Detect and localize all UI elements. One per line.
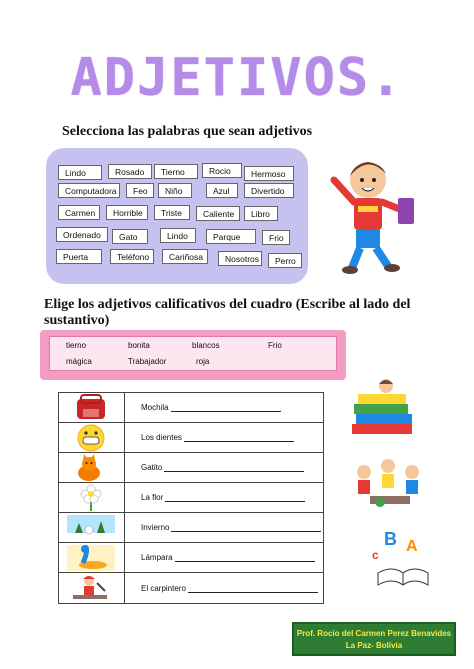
word-option[interactable]: Ordenado <box>56 227 108 242</box>
noun-cell <box>141 483 305 512</box>
adjective-word: blancos <box>192 341 220 350</box>
word-option[interactable]: Carmen <box>58 205 100 220</box>
noun-label: Los dientes <box>141 433 182 442</box>
word-option[interactable]: Niño <box>158 183 192 198</box>
answer-line[interactable] <box>171 523 321 532</box>
table-row <box>59 423 323 453</box>
word-option[interactable]: Cariñosa <box>162 249 208 264</box>
table-row <box>59 543 323 573</box>
cat-icon <box>59 453 125 482</box>
answer-line[interactable] <box>184 433 294 442</box>
word-option[interactable]: Azul <box>206 183 238 198</box>
word-option[interactable]: Gato <box>112 229 148 244</box>
svg-text:A: A <box>406 538 418 555</box>
noun-label: Mochila <box>141 403 169 412</box>
abc-book-icon <box>370 525 436 589</box>
noun-cell <box>141 453 304 482</box>
noun-table <box>58 392 324 604</box>
word-option[interactable]: Lindo <box>160 228 196 243</box>
noun-label: Lámpara <box>141 553 173 562</box>
table-row <box>59 453 323 483</box>
word-option[interactable]: Horrible <box>106 205 148 220</box>
kids-group-icon <box>350 452 434 514</box>
instruction-select: Selecciona las palabras que sean adjetivos <box>62 124 313 139</box>
boy-with-book-icon <box>322 150 422 280</box>
svg-text:B: B <box>384 529 397 549</box>
answer-line[interactable] <box>165 493 305 502</box>
word-option[interactable]: Lindo <box>58 165 102 180</box>
backpack-icon <box>59 393 125 422</box>
word-option[interactable]: Feo <box>126 183 154 198</box>
word-option[interactable]: Parque <box>206 229 256 244</box>
word-option[interactable]: Rocio <box>202 163 242 178</box>
lamp-genie-icon <box>59 543 125 572</box>
carpenter-icon <box>59 573 125 603</box>
page-title: ADJETIVOS. <box>70 48 404 108</box>
instruction-choose: Elige los adjetivos calificativos del cuadro (Escribe al lado del sustantivo) <box>44 297 411 328</box>
word-option[interactable]: Nosotros <box>218 251 262 266</box>
noun-cell <box>141 573 318 603</box>
answer-line[interactable] <box>188 584 318 593</box>
noun-cell <box>141 543 315 572</box>
adjective-list <box>49 336 337 371</box>
word-option[interactable]: Perro <box>268 253 302 268</box>
answer-line[interactable] <box>175 553 315 562</box>
svg-text:c: c <box>372 548 379 562</box>
adjective-word: bonita <box>128 341 150 350</box>
word-option[interactable]: Tierno <box>154 164 198 179</box>
noun-cell <box>141 513 321 542</box>
smiley-icon <box>59 423 125 452</box>
author-credit <box>292 622 456 656</box>
noun-cell <box>141 393 281 422</box>
winter-icon <box>59 513 125 542</box>
word-option[interactable]: Libro <box>244 206 278 221</box>
noun-label: La flor <box>141 493 164 502</box>
adjective-word: mágica <box>66 357 92 366</box>
table-row <box>59 573 323 603</box>
word-option[interactable]: Triste <box>154 205 190 220</box>
adjective-word: Frio <box>268 341 282 350</box>
answer-line[interactable] <box>171 403 281 412</box>
table-row <box>59 393 323 423</box>
word-option[interactable]: Computadora <box>58 183 120 198</box>
adjective-word: Trabajador <box>128 357 167 366</box>
word-option[interactable]: Hermoso <box>244 166 294 181</box>
word-option[interactable]: Caliente <box>196 206 240 221</box>
adjective-box <box>40 330 346 380</box>
word-option[interactable]: Divertido <box>244 183 294 198</box>
noun-cell <box>141 423 294 452</box>
word-option[interactable]: Rosado <box>108 164 152 179</box>
table-row <box>59 483 323 513</box>
author-name: Prof. Rocio del Carmen Perez Benavides <box>296 629 452 638</box>
table-row <box>59 513 323 543</box>
word-option[interactable]: Frio <box>262 230 290 245</box>
adjective-word: tierno <box>66 341 87 350</box>
author-location: La Paz- Bolivia <box>345 641 403 650</box>
flower-icon <box>59 483 125 512</box>
noun-label: Invierno <box>141 523 170 532</box>
answer-line[interactable] <box>164 463 304 472</box>
word-option[interactable]: Teléfono <box>110 249 154 264</box>
word-option[interactable]: Puerta <box>56 249 102 264</box>
adjective-word: roja <box>196 357 210 366</box>
books-kid-icon <box>346 378 428 444</box>
noun-label: Gatito <box>141 463 163 472</box>
noun-label: El carpintero <box>141 583 186 593</box>
word-panel <box>46 148 308 284</box>
